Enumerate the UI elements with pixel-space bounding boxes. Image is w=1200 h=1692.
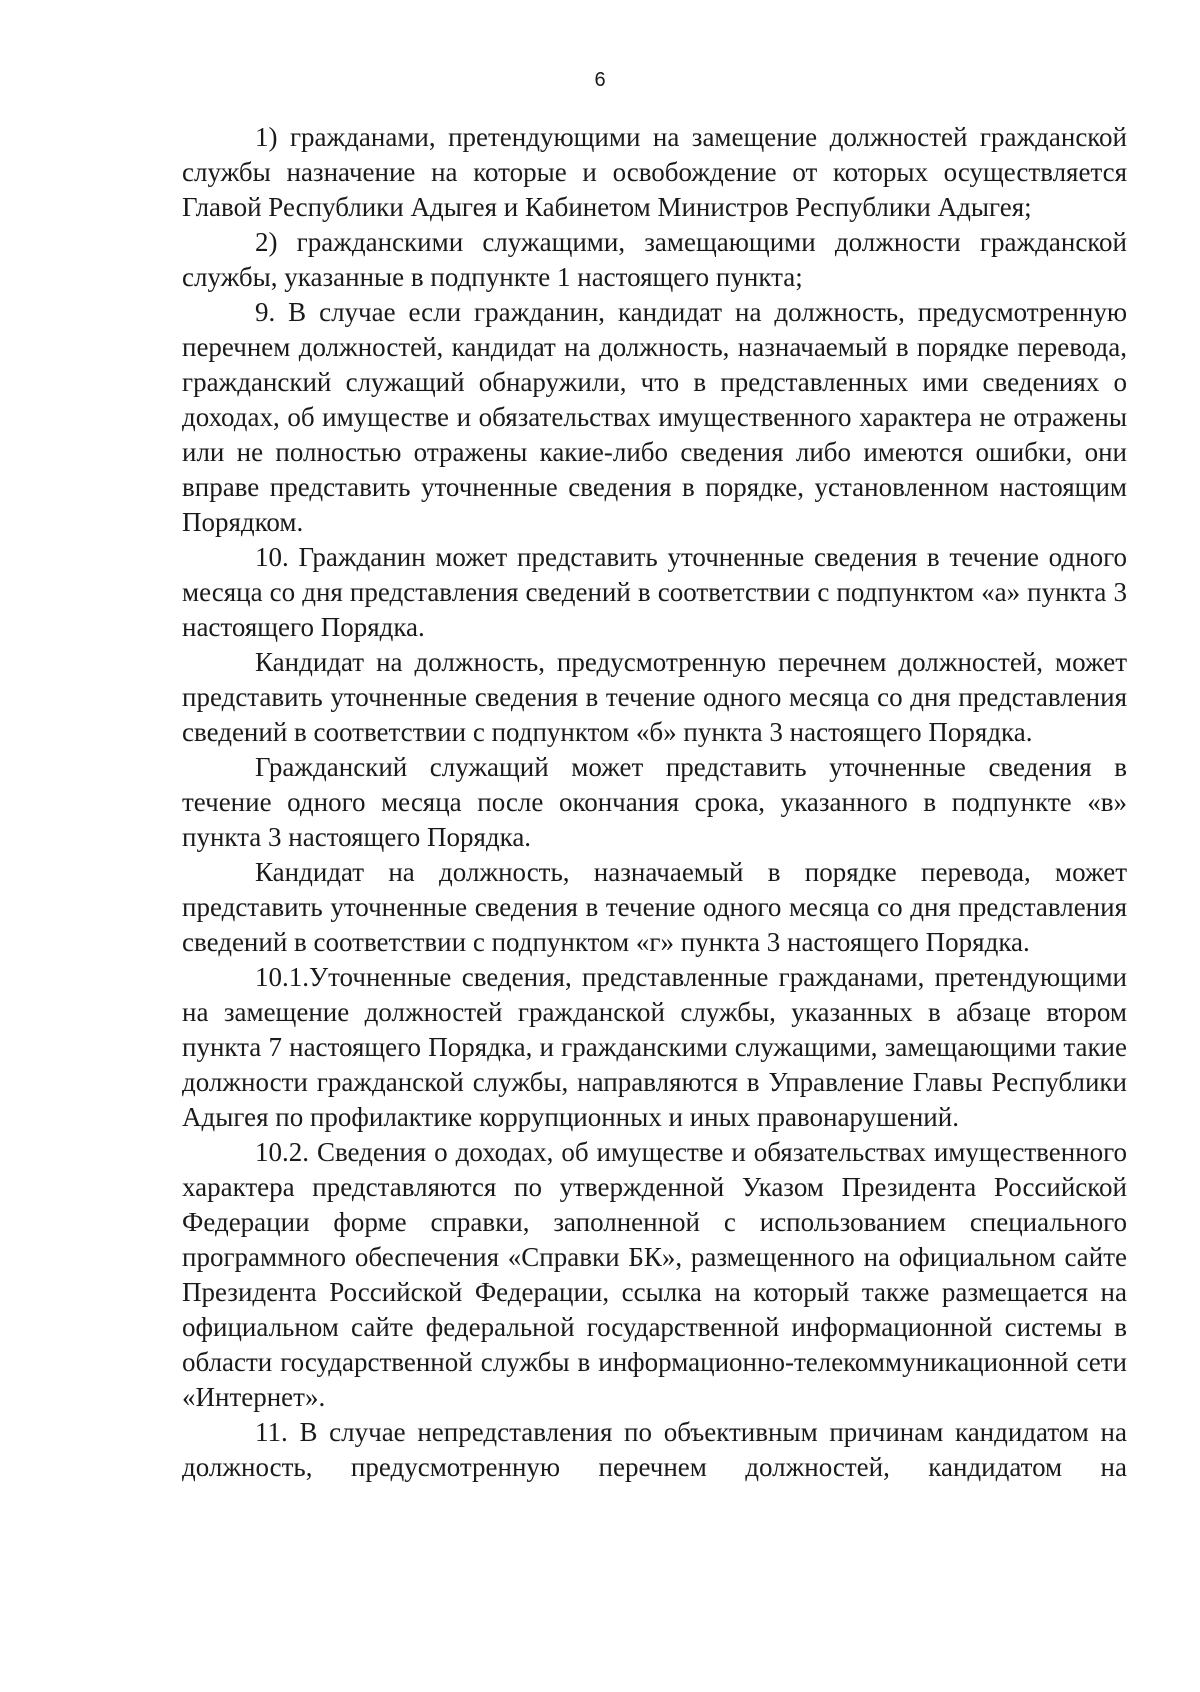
paragraph-10-civil-servant: Гражданский служащий может представить уточненные сведения в течение одного месяца после окончания срока, указанного в подпункте «в» пункта 3 настоящего Порядка.	[182, 752, 1127, 852]
paragraph-10-1: 10.1.Уточненные сведения, представленные гражданами, претендующими на замещение должностей гражданской службы, указанных в абзаце втором пункта 7 настоящего Порядка, и гражданскими служащими, замещающими такие должности гражданской службы, направляются в Управление Главы Республики Адыгея по профилактике коррупционных и иных правонарушений.	[182, 962, 1127, 1132]
paragraph-10: 10. Гражданин может представить уточненные сведения в течение одного месяца со дня представления сведений в соответствии с подпунктом «а» пункта 3 настоящего Порядка.	[182, 542, 1127, 642]
paragraph-10-transfer: Кандидат на должность, назначаемый в порядке перевода, может представить уточненные сведения в течение одного месяца со дня представления сведений в соответствии с подпунктом «г» пункта 3 настоящего Порядка.	[182, 857, 1127, 957]
paragraph-2: 2) гражданскими служащими, замещающими должности гражданской службы, указанные в подпункте 1 настоящего пункта;	[182, 227, 1127, 292]
page-number: 6	[594, 69, 606, 91]
paragraph-10-2: 10.2. Сведения о доходах, об имуществе и обязательствах имущественного характера представляются по утвержденной Указом Президента Российской Федерации форме справки, заполненной с использованием специального программного обеспечения «Справки БК», размещенного на официальном сайте Президента Российской Федерации, ссылка на который также размещается на официальном сайте федеральной государственной информационной системы в области государственной службы в информационно-телекоммуникационной сети «Интернет».	[182, 1137, 1127, 1412]
paragraph-11: 11. В случае непредставления по объективным причинам кандидатом на должность, предусмотренную перечнем должностей, кандидатом на	[182, 1417, 1127, 1482]
document-body	[182, 120, 1127, 1485]
paragraph-1: 1) гражданами, претендующими на замещение должностей гражданской службы назначение на которые и освобождение от которых осуществляется Главой Республики Адыгея и Кабинетом Министров Республики Адыгея;	[182, 122, 1127, 222]
paragraph-10-candidate: Кандидат на должность, предусмотренную перечнем должностей, может представить уточненные сведения в течение одного месяца со дня представления сведений в соответствии с подпунктом «б» пункта 3 настоящего Порядка.	[182, 647, 1127, 747]
paragraph-9: 9. В случае если гражданин, кандидат на должность, предусмотренную перечнем должностей, кандидат на должность, назначаемый в порядке перевода, гражданский служащий обнаружили, что в представленных ими сведениях о доходах, об имуществе и обязательствах имущественного характера не отражены или не полностью отражены какие-либо сведения либо имеются ошибки, они вправе представить уточненные сведения в порядке, установленном настоящим Порядком.	[182, 297, 1127, 537]
